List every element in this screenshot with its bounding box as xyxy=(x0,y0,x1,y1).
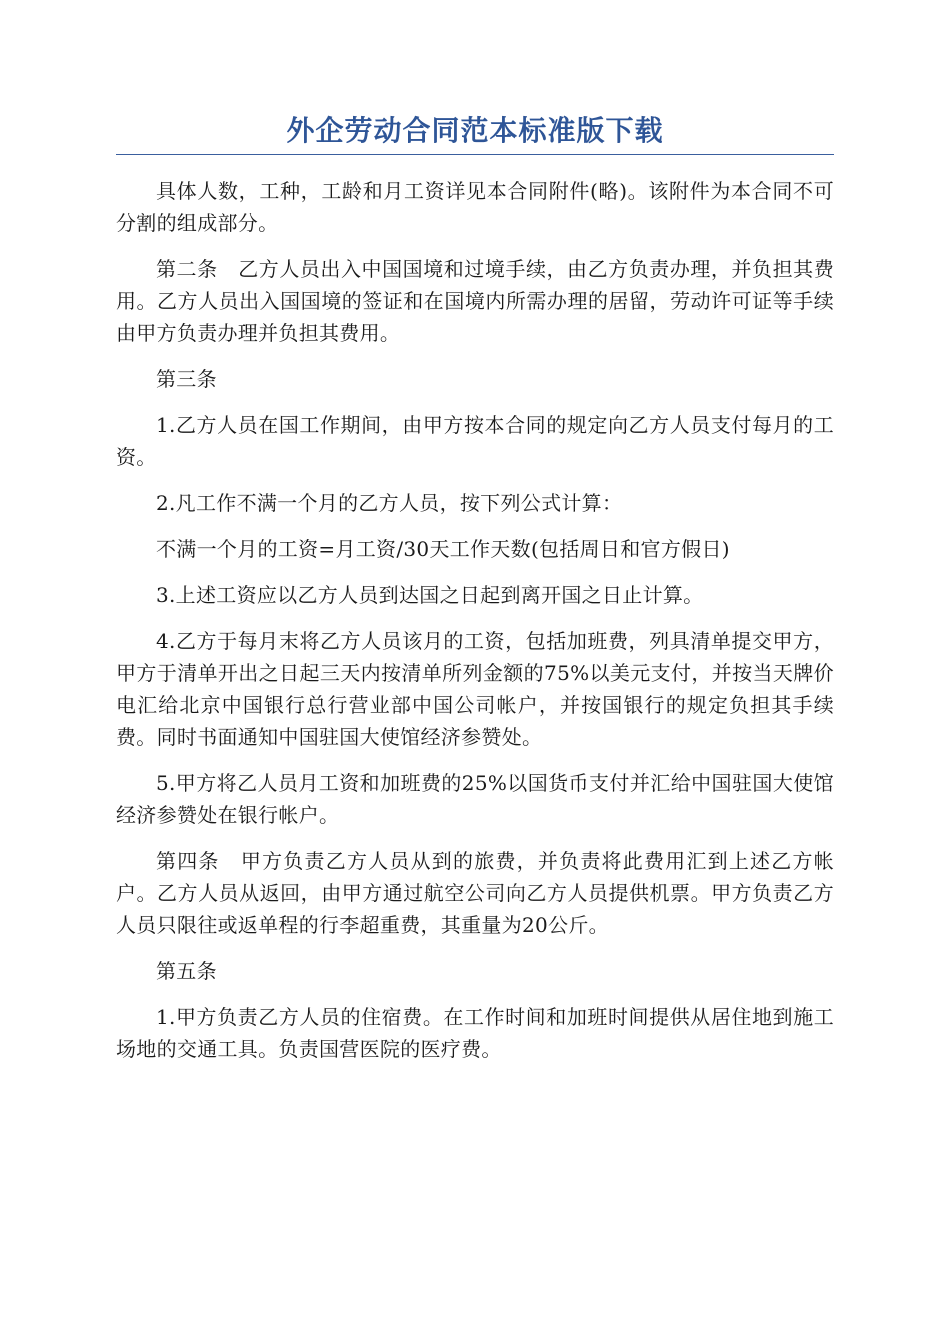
paragraph: 第三条 xyxy=(156,367,217,391)
paragraph: 第四条 甲方负责乙方人员从到的旅费，并负责将此费用汇到上述乙方帐户。乙方人员从返回，由甲方通过航空公司向乙方人员提供机票。甲方负责乙方人员只限往或返单程的行李超重费，其重量为20公斤。 xyxy=(116,849,834,937)
paragraph: 4.乙方于每月末将乙方人员该月的工资，包括加班费，列具清单提交甲方，甲方于清单开出之日起三天内按清单所列金额的75%以美元支付，并按当天牌价电汇给北京中国银行总行营业部中国公司帐户，并按国银行的规定负担其手续费。同时书面通知中国驻国大使馆经济参赞处。 xyxy=(116,629,834,749)
paragraph: 2.凡工作不满一个月的乙方人员，按下列公式计算： xyxy=(156,491,623,515)
paragraph: 3.上述工资应以乙方人员到达国之日起到离开国之日止计算。 xyxy=(156,583,704,607)
paragraph: 具体人数，工种，工龄和月工资详见本合同附件(略)。该附件为本合同不可分割的组成部分。 xyxy=(116,179,834,235)
paragraph: 第五条 xyxy=(156,959,217,983)
paragraph: 第二条 乙方人员出入中国国境和过境手续，由乙方负责办理，并负担其费用。乙方人员出入国国境的签证和在国境内所需办理的居留，劳动许可证等手续由甲方负责办理并负担其费用。 xyxy=(116,257,834,345)
document-page xyxy=(116,112,834,1079)
title-underline xyxy=(116,154,834,155)
paragraph: 1.乙方人员在国工作期间，由甲方按本合同的规定向乙方人员支付每月的工资。 xyxy=(116,413,834,469)
document-title: 外企劳动合同范本标准版下载 xyxy=(286,114,664,147)
paragraph: 5.甲方将乙人员月工资和加班费的25%以国货币支付并汇给中国驻国大使馆经济参赞处在银行帐户。 xyxy=(116,771,834,827)
paragraph: 1.甲方负责乙方人员的住宿费。在工作时间和加班时间提供从居住地到施工场地的交通工具。负责国营医院的医疗费。 xyxy=(116,1005,834,1061)
paragraph: 不满一个月的工资=月工资/30天工作天数(包括周日和官方假日) xyxy=(156,537,730,561)
